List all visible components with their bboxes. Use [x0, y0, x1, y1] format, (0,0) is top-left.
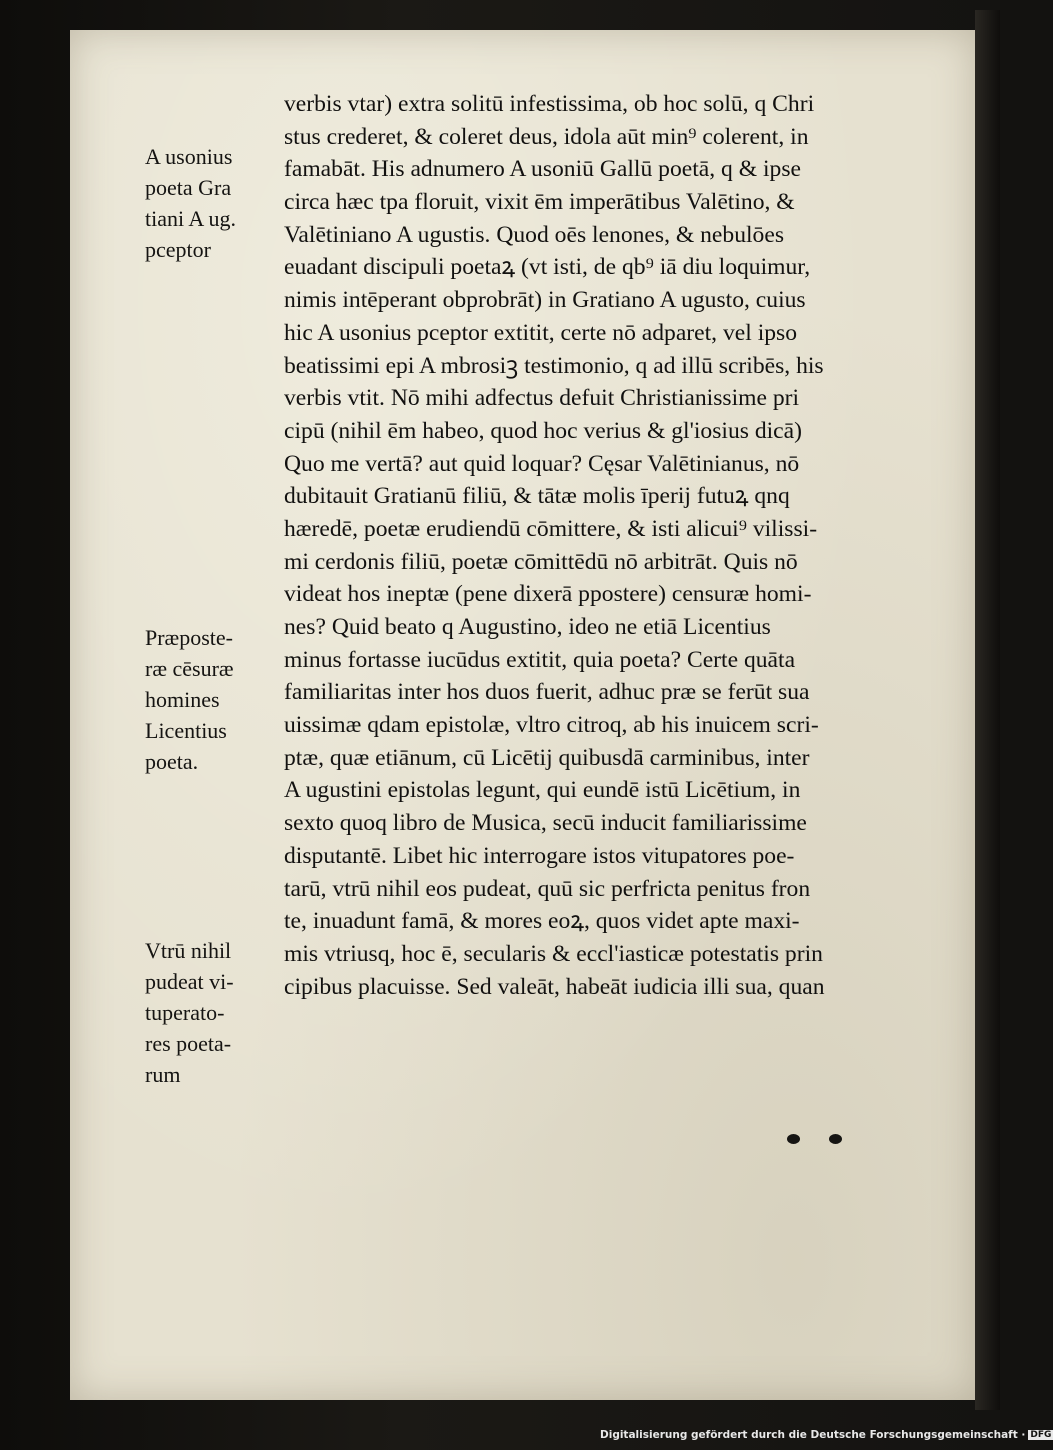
note-line: tiani A ug. [145, 206, 237, 231]
text-line: dubitauit Gratianū filiū, & tātæ molis īperij futuꝝ qnq [284, 483, 790, 510]
text-line: mi cerdonis filiū, poetæ cōmittēdū nō arbitrāt. Quis nō [284, 548, 798, 575]
text-line: Valētiniano A ugustis. Quod oēs lenones, & nebulōes [284, 221, 785, 248]
marginal-note-vitruperatores [145, 935, 270, 1090]
text-line: nimis intēperant obprobrāt) in Gratiano A ugusto, cuius [284, 287, 806, 314]
text-line: hic A usonius pceptor extitit, certe nō adparet, vel ipso [284, 319, 798, 346]
text-line: verbis vtar) extra solitū infestissima, ob hoc solū, q Chri [284, 91, 815, 117]
text-line: stus crederet, & coleret deus, idola aūt min⁹ colerent, in [284, 123, 809, 150]
text-line: uissimæ qdam epistolæ, vltro citroq, ab his inuicem scri- [284, 712, 819, 739]
text-line: te, inuadunt famā, & mores eoꝝ, quos videt apte maxi- [284, 908, 800, 935]
note-line: rum [145, 1062, 181, 1087]
text-line: videat hos ineptæ (pene dixerā ppostere) censuræ homi- [284, 581, 812, 608]
text-line: tarū, vtrū nihil eos pudeat, quū sic perfricta penitus fron [284, 875, 811, 902]
note-line: Vtrū nihil [145, 938, 232, 963]
text-line: sexto quoq libro de Musica, secū inducit familiarissime [284, 810, 807, 837]
note-line: A usonius [145, 144, 233, 169]
text-line: minus fortasse iucūdus extitit, quia poeta? Certe quāta [284, 646, 796, 673]
text-line: mis vtriusq, hoc ē, secularis & eccl'iasticæ potestatis prin [284, 940, 823, 967]
marginal-note-preposterae [145, 622, 270, 777]
note-line: pudeat vi- [145, 969, 234, 994]
note-line: poeta Gra [145, 175, 232, 200]
note-line: poeta. [145, 749, 199, 774]
dfg-logo: DFG [1030, 1430, 1052, 1440]
text-line: euadant discipuli poetaꝝ (vt isti, de qb⁹ iā diu loquimur, [284, 254, 811, 281]
text-line: beatissimi epi A mbrosiꝫ testimonio, q ad illū scribēs, his [284, 352, 824, 379]
text-line: cipū (nihil ēm habeo, quod hoc verius & gl'iosius dicā) [284, 417, 802, 444]
ornament-dot [829, 1134, 842, 1144]
note-line: homines [145, 687, 220, 712]
text-line: famabāt. His adnumero A usoniū Gallū poetā, q & ipse [284, 156, 801, 183]
text-line: familiaritas inter hos duos fuerit, adhuc præ se ferūt sua [284, 679, 810, 706]
digitization-credit [600, 1429, 1052, 1447]
note-line: Præposte- [145, 625, 233, 650]
credit-text: Digitalisierung gefördert durch die Deutsche Forschungsgemeinschaft · [600, 1429, 1026, 1441]
main-text-block [284, 88, 924, 1003]
text-line: disputantē. Libet hic interrogare istos vitupatores poe- [284, 842, 795, 869]
text-line: ptæ, quæ etiānum, cū Licētij quibusdā carminibus, inter [284, 744, 810, 771]
note-line: res poeta- [145, 1031, 232, 1056]
text-line: Quo me vertā? aut quid loquar? Cęsar Valētinianus, nō [284, 450, 800, 477]
text-line: nes? Quid beato q Augustino, ideo ne etiā Licentius [284, 614, 771, 640]
note-line: pceptor [145, 237, 211, 262]
book-edge [975, 10, 1000, 1410]
text-line: circa hæc tpa floruit, vixit ēm imperātibus Valētino, & [284, 189, 795, 216]
text-line: hæredē, poetæ erudiendū cōmittere, & isti alicui⁹ vilissi- [284, 515, 818, 542]
note-line: tuperato- [145, 1000, 225, 1025]
text-line: verbis vtit. Nō mihi adfectus defuit Christianissime pri [284, 385, 800, 412]
text-line: A ugustini epistolas legunt, qui eundē istū Licētium, in [284, 777, 801, 804]
text-line: cipibus placuisse. Sed valeāt, habeāt iudicia illi sua, quan [284, 973, 825, 1000]
marginal-note-ausonius [145, 141, 270, 265]
note-line: Licentius [145, 718, 227, 743]
ornament-dot [787, 1134, 800, 1144]
note-line: ræ cēsuræ [145, 656, 234, 681]
